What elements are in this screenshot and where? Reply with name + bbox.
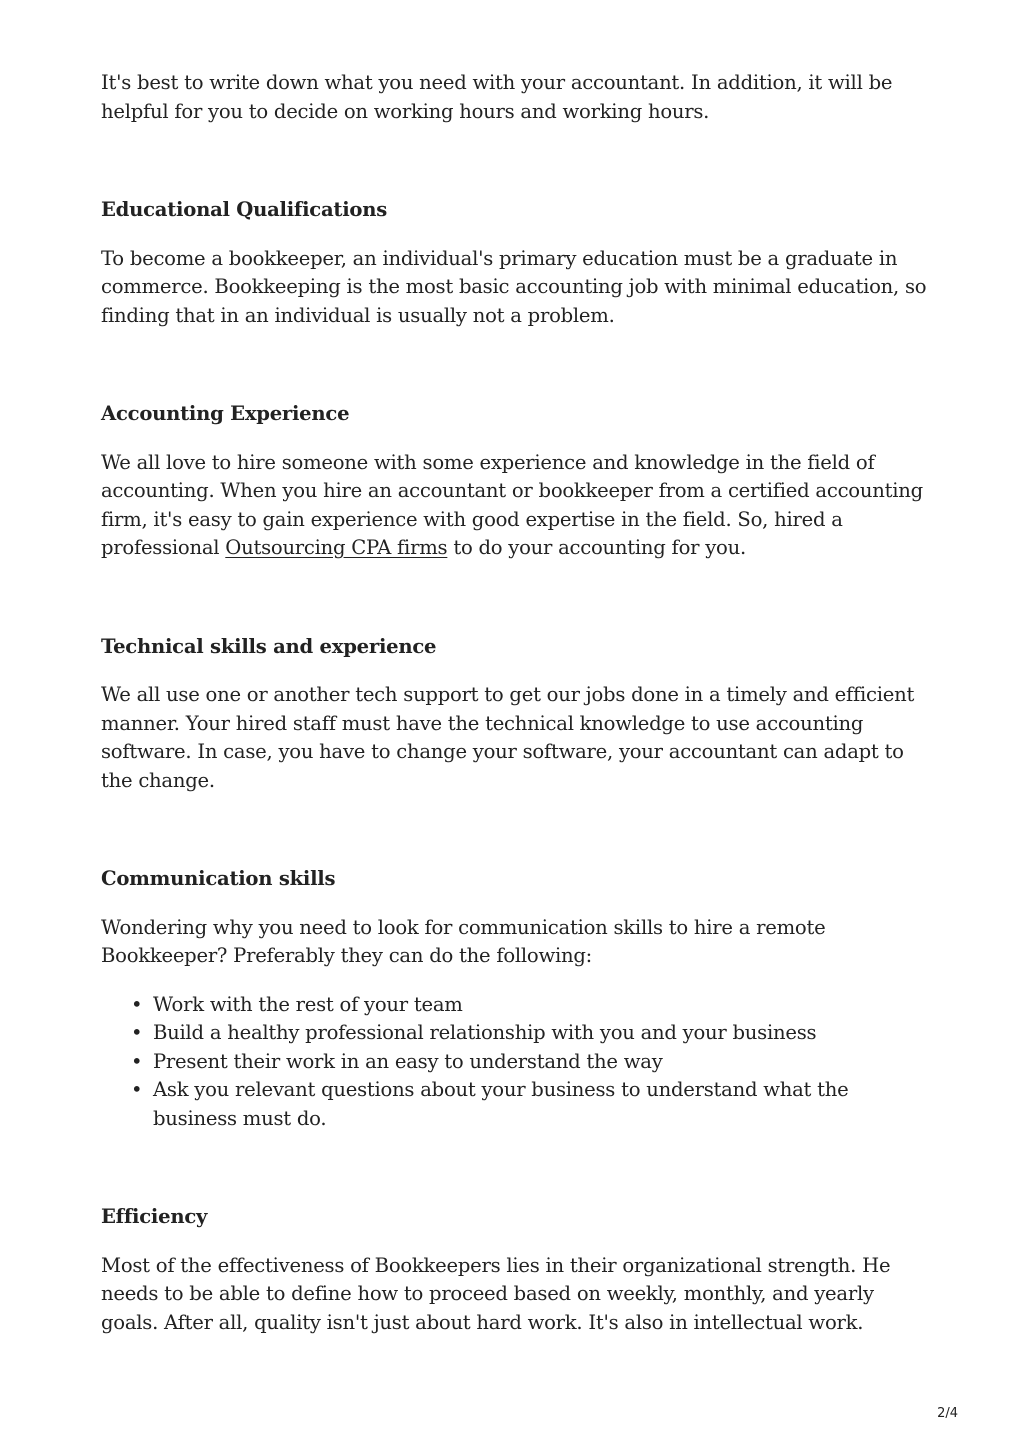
intro-paragraph: It's best to write down what you need with your accountant. In addition, it will be helpful for you to decide on working hours and working hours.	[101, 71, 893, 123]
heading-communication-skills: Communication skills	[101, 867, 336, 890]
heading-technical-skills: Technical skills and experience	[101, 634, 437, 658]
paragraph-technical-skills: We all use one or another tech support to get our jobs done in a timely and efficient manner. Your hired staff must have the technical knowledge to use accounting software. In case, you have to change your software, your accountant can adapt to the change.	[101, 683, 915, 792]
heading-efficiency: Efficiency	[101, 1205, 208, 1228]
paragraph-efficiency: Most of the effectiveness of Bookkeepers lies in their organizational strength. He needs to be able to define how to proceed based on weekly, monthly, and yearly goals. After all, quality isn't just about hard work. It's also in intellectual work.	[101, 1253, 891, 1334]
outsourcing-cpa-firms-link[interactable]: Outsourcing CPA firms	[225, 536, 448, 559]
list-item-text: Present their work in an easy to understand the way	[153, 1049, 663, 1073]
page-number: 2/4	[937, 1406, 958, 1421]
paragraph-educational-qualifications: To become a bookkeeper, an individual's primary education must be a graduate in commerce. Bookkeeping is the most basic accounting job with minimal education, so finding that in an individual is usually not a problem.	[101, 246, 927, 327]
list-item	[131, 1019, 931, 1048]
list-item-text: Work with the rest of your team	[153, 992, 463, 1016]
bullet-icon: •	[131, 1049, 143, 1073]
heading-educational-qualifications: Educational Qualifications	[101, 198, 388, 221]
list-item-text: Ask you relevant questions about your business to understand what the business must do.	[153, 1078, 849, 1130]
bullet-icon: •	[131, 1021, 143, 1044]
heading-accounting-experience: Accounting Experience	[101, 402, 350, 425]
paragraph-text: to do your accounting for you.	[447, 536, 746, 559]
list-item	[131, 1048, 931, 1077]
bullet-icon: •	[131, 1078, 143, 1101]
paragraph-accounting-experience	[101, 449, 931, 563]
bullet-icon: •	[131, 992, 143, 1016]
document-page	[101, 69, 931, 1337]
communication-skills-list	[101, 991, 931, 1134]
list-item	[131, 991, 931, 1020]
paragraph-text: We all love to hire someone with some experience and knowledge in the field of accounting. When you hire an accountant or bookkeeper from a certified accounting firm, it's easy to gain experience with good expertise in the field. So, hired a professional	[101, 450, 923, 559]
list-item-text: Build a healthy professional relationship with you and your business	[153, 1021, 817, 1044]
paragraph-communication-skills: Wondering why you need to look for communication skills to hire a remote Bookkeeper? Preferably they can do the following:	[101, 915, 826, 967]
list-item	[131, 1076, 931, 1133]
